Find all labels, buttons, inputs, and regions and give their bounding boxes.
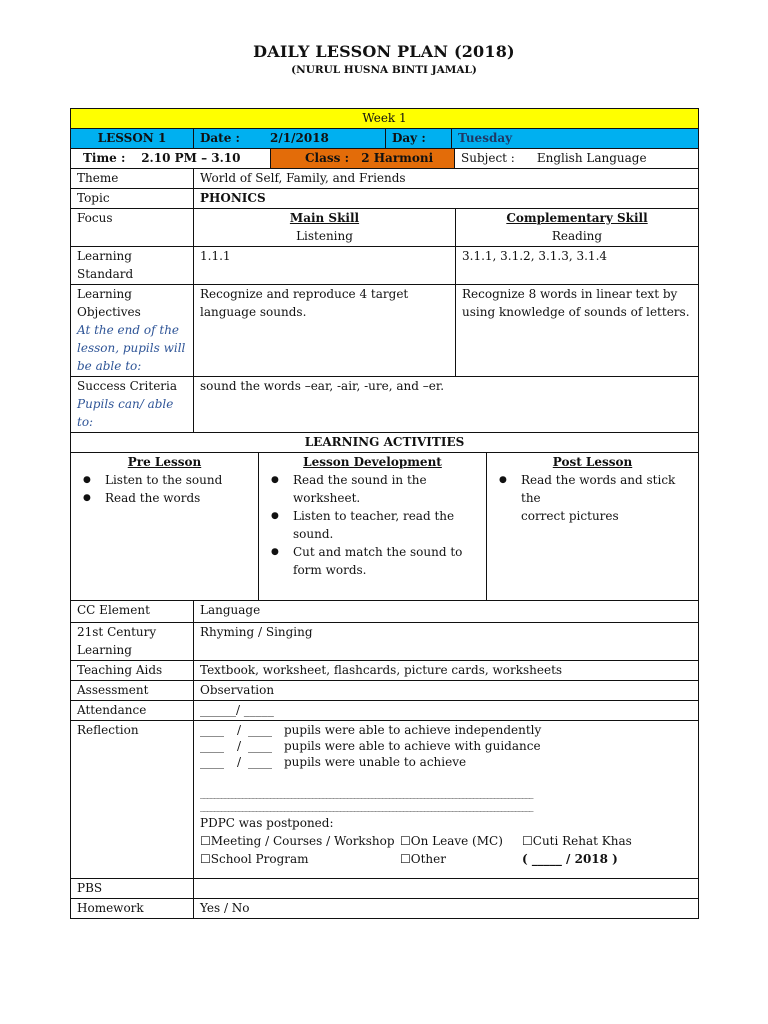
success-value: sound the words –ear, -air, -ure, and –er.: [200, 379, 445, 393]
date-cell: [194, 129, 386, 148]
subject-label: Subject :: [461, 151, 515, 165]
reflection-line-unable: [200, 754, 692, 770]
date-label: Date :: [200, 131, 240, 145]
century-label: [71, 623, 194, 660]
century-label-line: Learning: [77, 643, 132, 657]
option-school[interactable]: ☐School Program: [200, 852, 309, 866]
option-leave[interactable]: ☐On Leave (MC): [400, 834, 503, 848]
lesson-development-list: [265, 471, 480, 579]
focus-label: Focus: [71, 209, 194, 246]
list-item-line: worksheet.: [293, 491, 361, 505]
standard-row: [71, 247, 698, 285]
time-label: Time :: [83, 151, 126, 165]
time-value: 2.10 PM – 3.10: [141, 151, 241, 165]
theme-row: [71, 169, 698, 189]
reflection-label: Reflection: [71, 721, 194, 878]
complementary-skill-title: Complementary Skill: [506, 211, 648, 225]
lesson-row: [71, 129, 698, 149]
subject-cell: [455, 149, 698, 168]
writing-line: _______________________________________________________________________________________________: [200, 802, 533, 812]
list-item: ● Read the words: [105, 489, 252, 507]
reflection-text: pupils were able to achieve independently: [284, 723, 542, 737]
postponed-options-2: [200, 850, 692, 868]
success-label: [71, 377, 194, 432]
reflection-row: [71, 721, 698, 879]
assessment-row: [71, 681, 698, 701]
standard-label-line: Learning: [77, 249, 132, 263]
writing-line: _______________________________________________________________________________________________: [200, 789, 533, 799]
objectives-note: lesson, pupils will: [77, 341, 186, 355]
attendance-row: [71, 701, 698, 721]
success-note: Pupils can/ able: [77, 397, 174, 411]
cc-label: CC Element: [71, 601, 194, 622]
reflection-text: pupils were able to achieve with guidance: [284, 739, 541, 753]
list-item: [293, 543, 480, 579]
main-skill-title: Main Skill: [289, 211, 360, 225]
pre-lesson-list: [77, 471, 252, 507]
list-item-line: sound.: [293, 527, 334, 541]
standard-main: 1.1.1: [194, 247, 456, 284]
postponed-options-1: [200, 832, 692, 850]
attendance-value: ______/ _____: [200, 703, 274, 717]
activities-row: [71, 453, 698, 601]
pbs-label: PBS: [71, 879, 194, 898]
objectives-complementary: [456, 285, 698, 376]
list-item-line: Listen to teacher, read the: [293, 509, 455, 523]
objectives-main: [194, 285, 456, 376]
pbs-value: [194, 879, 698, 898]
complementary-skill-value: Reading: [551, 229, 603, 243]
list-item: [521, 471, 692, 525]
blank: ____: [248, 755, 272, 769]
lesson-plan-table: [70, 108, 699, 919]
objectives-comp-line: Recognize 8 words in linear text by: [462, 287, 678, 301]
blank: ____: [200, 723, 224, 737]
century-row: [71, 623, 698, 661]
attendance-label: Attendance: [71, 701, 194, 720]
objectives-main-line: language sounds.: [200, 305, 307, 319]
list-item-line: Read the words and stick the: [521, 473, 676, 505]
pbs-row: [71, 879, 698, 899]
post-lesson-cell: [487, 453, 698, 600]
objectives-label: [71, 285, 194, 376]
main-skill-cell: [194, 209, 456, 246]
objectives-note: At the end of the: [77, 323, 180, 337]
century-value: Rhyming / Singing: [200, 625, 313, 639]
class-label: Class :: [305, 151, 350, 165]
lesson-number: LESSON 1: [71, 129, 194, 148]
century-label-line: 21st Century: [77, 625, 157, 639]
week-row: [71, 109, 698, 129]
pre-lesson-cell: [71, 453, 259, 600]
date-value: 2/1/2018: [270, 131, 329, 145]
option-cuti[interactable]: ☐Cuti Rehat Khas: [522, 834, 632, 848]
objectives-note: be able to:: [77, 359, 142, 373]
slash: /: [236, 739, 242, 753]
homework-label: Homework: [71, 899, 194, 918]
list-item-line: Read the sound in the: [293, 473, 427, 487]
option-meeting[interactable]: ☐Meeting / Courses / Workshop: [200, 834, 395, 848]
subject-value: English Language: [536, 151, 647, 165]
reflection-body: [194, 721, 698, 878]
list-item-line: correct pictures: [521, 509, 619, 523]
assessment-label: Assessment: [71, 681, 194, 700]
list-item: [293, 507, 480, 543]
time-cell: [71, 149, 271, 168]
blank: ____: [248, 739, 272, 753]
time-row: [71, 149, 698, 169]
option-other[interactable]: ☐Other: [400, 852, 446, 866]
objectives-row: [71, 285, 698, 377]
aids-label: Teaching Aids: [71, 661, 194, 680]
standard-label: [71, 247, 194, 284]
class-cell: [271, 149, 455, 168]
lesson-development-cell: [259, 453, 487, 600]
class-value: 2 Harmoni: [361, 151, 434, 165]
reflection-text: pupils were unable to achieve: [284, 755, 467, 769]
pre-lesson-title: Pre Lesson: [127, 455, 202, 469]
homework-value: Yes / No: [200, 901, 250, 915]
topic-value: PHONICS: [200, 191, 266, 205]
cc-value: Language: [200, 603, 261, 617]
postponed-label: PDPC was postponed:: [200, 816, 334, 830]
reflection-line-guidance: [200, 738, 692, 754]
blank: ____: [200, 755, 224, 769]
objectives-main-line: Recognize and reproduce 4 target: [200, 287, 409, 301]
list-item-line: Cut and match the sound to: [293, 545, 463, 559]
objectives-comp-line: using knowledge of sounds of letters.: [462, 305, 690, 319]
topic-label: Topic: [71, 189, 194, 208]
main-skill-value: Listening: [296, 229, 353, 243]
success-label-line: Success Criteria: [77, 379, 178, 393]
post-lesson-list: [493, 471, 692, 525]
objectives-label-line: Objectives: [77, 305, 141, 319]
list-item: ● Listen to the sound: [105, 471, 252, 489]
slash: /: [236, 723, 242, 737]
theme-label: Theme: [71, 169, 194, 188]
slash: /: [236, 755, 242, 769]
aids-value: Textbook, worksheet, flashcards, picture cards, worksheets: [200, 663, 563, 677]
standard-complementary: 3.1.1, 3.1.2, 3.1.3, 3.1.4: [462, 249, 608, 263]
list-item-line: form words.: [293, 563, 367, 577]
week-label: Week 1: [362, 111, 407, 125]
complementary-skill-cell: [456, 209, 698, 246]
blank: ____: [200, 739, 224, 753]
success-row: [71, 377, 698, 433]
assessment-value: Observation: [200, 683, 275, 697]
blank: ____: [248, 723, 272, 737]
theme-value: World of Self, Family, and Friends: [200, 171, 406, 185]
success-note: to:: [77, 415, 94, 429]
topic-row: [71, 189, 698, 209]
objectives-label-line: Learning: [77, 287, 132, 301]
reflection-line-independent: [200, 722, 692, 738]
standard-label-line: Standard: [77, 267, 134, 281]
activities-header-row: [71, 433, 698, 453]
day-value: Tuesday: [452, 129, 698, 148]
cc-row: [71, 601, 698, 623]
teacher-name: (NURUL HUSNA BINTI JAMAL): [291, 64, 477, 76]
lesson-development-title: Lesson Development: [303, 455, 442, 469]
activities-title: LEARNING ACTIVITIES: [304, 435, 465, 449]
post-lesson-title: Post Lesson: [552, 455, 633, 469]
focus-row: [71, 209, 698, 247]
list-item: [293, 471, 480, 507]
option-date: ( _____ / 2018 ): [522, 852, 618, 866]
aids-row: [71, 661, 698, 681]
day-label: Day :: [386, 129, 452, 148]
homework-row: [71, 899, 698, 918]
document-title: DAILY LESSON PLAN (2018): [253, 42, 515, 61]
